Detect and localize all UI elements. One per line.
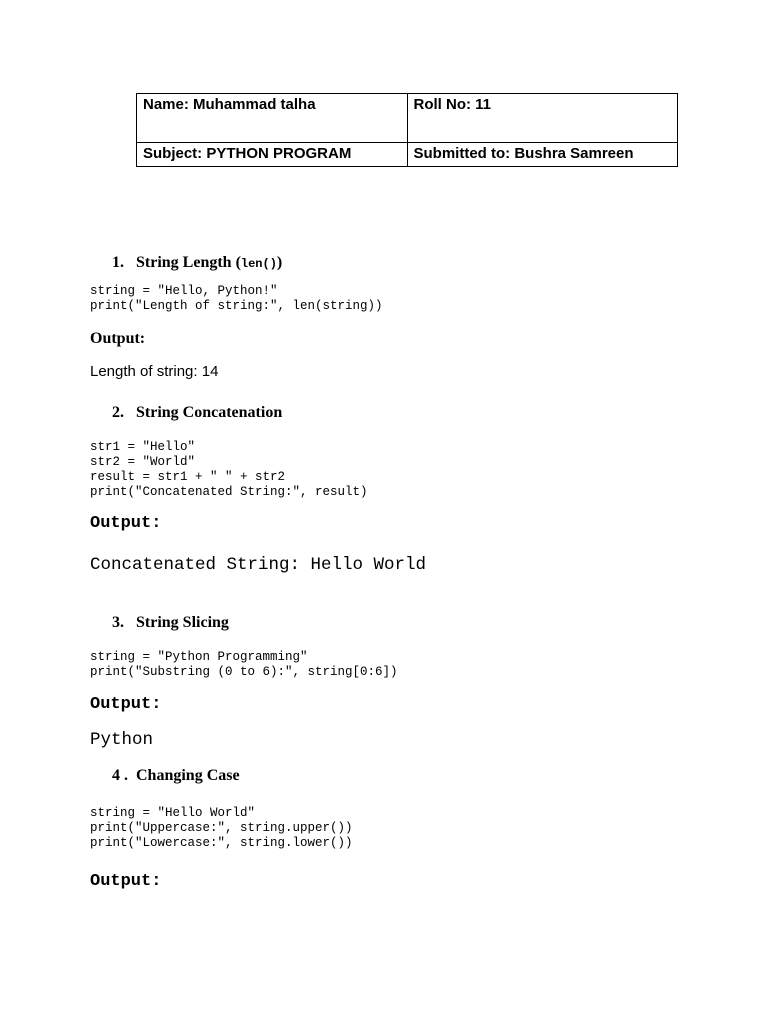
submitted-to: Submitted to: Bushra Samreen (407, 143, 678, 167)
header-info-table (136, 93, 678, 167)
section-3-title: String Slicing (136, 614, 229, 631)
student-name: Name: Muhammad talha (137, 94, 408, 143)
section-3-heading (112, 614, 229, 632)
section-1-title-code: len() (240, 257, 277, 271)
section-2-code: str1 = "Hello" str2 = "World" result = str1 + " " + str2 print("Concatenated String:", result) (90, 440, 368, 499)
section-4-heading (112, 767, 240, 785)
roll-number: Roll No: 11 (407, 94, 678, 143)
section-2-title: String Concatenation (136, 404, 283, 421)
section-4-number: 4 . (112, 767, 128, 784)
section-4-title: Changing Case (136, 767, 240, 784)
section-4-code: string = "Hello World" print("Uppercase:", string.upper()) print("Lowercase:", string.lower()) (90, 806, 353, 850)
section-3-result: Python (90, 730, 154, 750)
section-4-output-label: Output: (90, 872, 162, 891)
section-1-number: 1. (112, 254, 124, 271)
section-1-heading (112, 254, 282, 272)
section-1-title-end: ) (276, 254, 283, 271)
section-3-code: string = "Python Programming" print("Substring (0 to 6):", string[0:6]) (90, 650, 398, 679)
section-1-output-label: Output: (90, 330, 146, 347)
section-1-code: string = "Hello, Python!" print("Length of string:", len(string)) (90, 284, 383, 313)
section-2-heading (112, 404, 282, 422)
section-3-number: 3. (112, 614, 124, 631)
section-3-output-label: Output: (90, 695, 162, 714)
section-2-result: Concatenated String: Hello World (90, 555, 427, 575)
section-2-output-label: Output: (90, 514, 162, 533)
subject: Subject: PYTHON PROGRAM (137, 143, 408, 167)
section-2-number: 2. (112, 404, 124, 421)
section-1-title: String Length ( (136, 254, 241, 271)
section-1-result: Length of string: 14 (90, 363, 219, 380)
